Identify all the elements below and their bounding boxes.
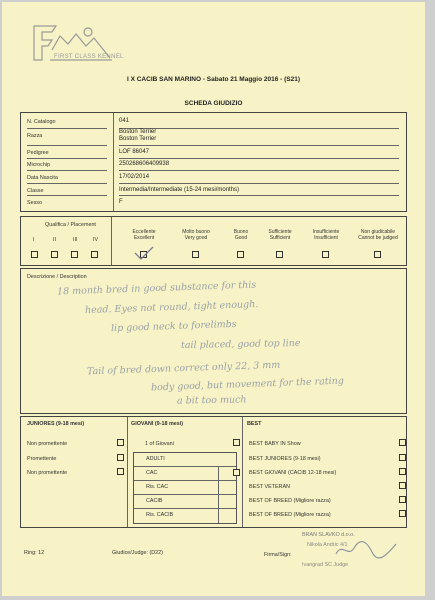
grade-good-label bbox=[221, 229, 261, 241]
awards-box bbox=[20, 416, 407, 528]
footer-ring: Ring: 12 bbox=[24, 550, 45, 556]
juniores-checkbox-3[interactable] bbox=[117, 468, 124, 475]
cac-label: CAC bbox=[146, 470, 158, 476]
value-breed bbox=[119, 129, 156, 143]
cac-checkbox[interactable] bbox=[233, 469, 240, 476]
grade-very-good-sub: Very good bbox=[184, 235, 208, 241]
grade-excellent-sub: Excellent bbox=[133, 235, 155, 241]
judge-signature bbox=[332, 536, 402, 562]
footer-sign: Firma/Sign: bbox=[264, 552, 292, 558]
best-checkbox-3[interactable] bbox=[399, 468, 406, 475]
juniores-item-1: Non promettente bbox=[27, 441, 68, 447]
handwritten-line-1: 18 month bred in good substance for this bbox=[56, 279, 257, 298]
giovani-item-1: 1 of Giovani bbox=[145, 441, 174, 447]
best-item-6: BEST OF BREED (Migliore razza) bbox=[249, 512, 331, 518]
value-sex: F bbox=[119, 199, 123, 205]
best-checkbox-1[interactable] bbox=[399, 439, 406, 446]
grade-cannot-judge-checkbox[interactable] bbox=[374, 251, 381, 258]
grade-good-checkbox[interactable] bbox=[237, 251, 244, 258]
grade-sufficient-sub: Sufficient bbox=[269, 235, 291, 241]
adulti-panel bbox=[133, 452, 237, 524]
handwritten-line-4: tail placed, good top line bbox=[180, 337, 301, 352]
form-title: SCHEDA GIUDIZIO bbox=[184, 100, 243, 107]
grade-sufficient-text: Sufficiente bbox=[268, 229, 292, 235]
judge-stamp-line-1: BRAN SLAVKO d.o.o. bbox=[302, 532, 355, 538]
juniores-checkbox-1[interactable] bbox=[117, 439, 124, 446]
grade-cannot-judge-label bbox=[351, 229, 405, 241]
handwritten-line-5: Tail of bred down correct only 22, 3 mm bbox=[86, 359, 281, 378]
handwritten-line-6: body good, but movement for the rating bbox=[150, 375, 345, 394]
grade-good-text: Buono bbox=[233, 229, 249, 235]
grade-insufficient-sub: Insufficient bbox=[314, 235, 338, 241]
label-class: Classe bbox=[27, 188, 44, 194]
footer-judge: Giudice/Judge: (D22) bbox=[112, 550, 163, 556]
best-item-2: BEST JUNIORES (9-18 mesi) bbox=[249, 456, 321, 462]
placement-IV-checkbox[interactable] bbox=[91, 251, 98, 258]
kennel-logo bbox=[30, 20, 114, 68]
label-microchip: Microchip bbox=[27, 162, 51, 168]
placement-I-checkbox[interactable] bbox=[31, 251, 38, 258]
checkmark-icon bbox=[133, 245, 155, 261]
res-cac-label: Ris. CAC bbox=[146, 484, 169, 490]
placement-IV-label: IV bbox=[93, 237, 99, 243]
logo-text: FIRST CLASS KENNEL bbox=[54, 54, 124, 60]
label-sex: Sesso bbox=[27, 200, 42, 206]
grade-sufficient-label bbox=[257, 229, 303, 241]
giovani-checkbox-1[interactable] bbox=[233, 439, 240, 446]
best-item-3: BEST GIOVANI (CACIB 12-18 mesi) bbox=[249, 470, 337, 476]
best-item-4: BEST VETERAN bbox=[249, 484, 290, 490]
judging-sheet bbox=[2, 2, 425, 596]
best-checkbox-5[interactable] bbox=[399, 496, 406, 503]
description-label: Descrizione / Description bbox=[27, 274, 87, 280]
best-item-5: BEST OF BREED (Migliore razza) bbox=[249, 498, 331, 504]
juniores-checkbox-2[interactable] bbox=[117, 454, 124, 461]
value-birthdate: 17/02/2014 bbox=[119, 174, 150, 180]
grade-very-good-text: Molto buono bbox=[182, 229, 210, 235]
best-checkbox-2[interactable] bbox=[399, 454, 406, 461]
grade-good-sub: Good bbox=[234, 235, 248, 241]
grade-insufficient-label bbox=[301, 229, 351, 241]
best-checkbox-4[interactable] bbox=[399, 482, 406, 489]
handwritten-line-3: lip good neck to forelimbs bbox=[110, 318, 237, 335]
cacib-label: CACIB bbox=[146, 498, 163, 504]
placement-III-label: III bbox=[73, 237, 78, 243]
value-catalog: 041 bbox=[119, 118, 130, 124]
judge-stamp-line-3: Ivangrad SC Judge bbox=[302, 562, 349, 568]
res-cacib-label: Ris. CACIB bbox=[146, 512, 174, 518]
grade-insufficient-text: Insufficiente bbox=[312, 229, 340, 235]
grade-sufficient-checkbox[interactable] bbox=[276, 251, 283, 258]
label-catalog: N. Catalogo bbox=[27, 119, 56, 125]
label-birthdate: Data Nascita bbox=[27, 175, 58, 181]
placement-I-label: I bbox=[33, 237, 35, 243]
juniores-item-3: Non promettente bbox=[27, 470, 68, 476]
giovani-title: GIOVANI (9-18 mesi) bbox=[131, 421, 184, 427]
value-pedigree: LOF 86047 bbox=[119, 149, 150, 155]
juniores-item-2: Promettente bbox=[27, 456, 57, 462]
best-item-1: BEST BABY IN Show bbox=[249, 441, 301, 447]
placement-III-checkbox[interactable] bbox=[71, 251, 78, 258]
label-breed: Razza bbox=[27, 133, 43, 139]
juniores-title: JUNIORES (9-18 mesi) bbox=[27, 421, 85, 427]
placement-title: Qualifica / Placement bbox=[45, 222, 96, 228]
description-box bbox=[20, 268, 407, 414]
grade-insufficient-checkbox[interactable] bbox=[322, 251, 329, 258]
best-title: BEST bbox=[247, 421, 262, 427]
value-breed-text: Boston Terrier Boston Terrier bbox=[119, 129, 157, 142]
grade-very-good-checkbox[interactable] bbox=[192, 251, 199, 258]
info-box bbox=[20, 112, 407, 212]
grade-cannot-judge-sub: Cannot be judged bbox=[358, 235, 398, 241]
adulti-label: ADULTI bbox=[146, 456, 165, 462]
value-class: Intermedia/Intermediate (15-24 mesi/months) bbox=[119, 187, 240, 193]
handwritten-line-7: a bit too much bbox=[176, 394, 247, 407]
grade-excellent-text: Eccellente bbox=[132, 229, 156, 235]
placement-II-label: II bbox=[53, 237, 56, 243]
placement-box bbox=[20, 216, 407, 266]
show-title: I X CACIB SAN MARINO - Sabato 21 Maggio 2016 - (S21) bbox=[126, 76, 300, 83]
judge-stamp-line-2: Nikola Andric 4/1 bbox=[307, 542, 348, 548]
grade-excellent-label bbox=[121, 229, 167, 241]
handwritten-line-2: head. Eyes not round, tight enough. bbox=[84, 298, 259, 317]
label-pedigree: Pedigree bbox=[27, 150, 49, 156]
best-checkbox-6[interactable] bbox=[399, 510, 406, 517]
value-microchip: 250268606409938 bbox=[119, 161, 170, 167]
grade-very-good-label bbox=[173, 229, 219, 241]
placement-II-checkbox[interactable] bbox=[51, 251, 58, 258]
grade-cannot-judge-text: Non giudicabile bbox=[360, 229, 396, 235]
